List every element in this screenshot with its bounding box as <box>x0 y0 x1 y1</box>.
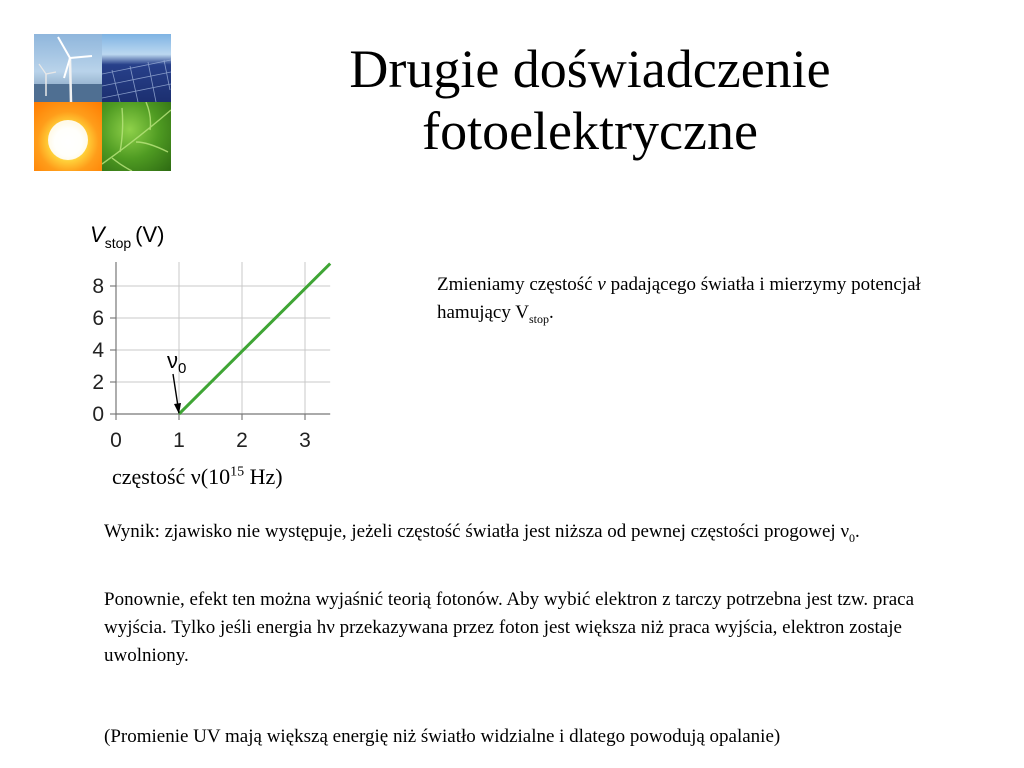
x-tick-label: 2 <box>236 429 248 452</box>
x-tick-label: 3 <box>299 429 311 452</box>
y-tick-label: 4 <box>92 339 104 362</box>
x-tick-label: 0 <box>110 429 122 452</box>
energy-logo <box>34 34 171 171</box>
title-line-1: Drugie doświadczenie <box>349 39 831 99</box>
result-paragraph <box>104 518 934 552</box>
y-label-main: V <box>90 222 105 247</box>
uv-note-paragraph: (Promienie UV mają większą energię niż światło widzialne i dlatego powodują opalanie) <box>104 726 781 747</box>
result-text: Wynik: zjawisko nie występuje, jeżeli częstość światła jest niższa od pewnej częstości progowej ν <box>104 521 850 542</box>
sun-icon <box>34 102 102 171</box>
result-subscript: 0 <box>849 530 856 545</box>
y-label-unit: (V) <box>135 222 165 247</box>
x-label-unit: Hz) <box>244 464 283 489</box>
result-end: . <box>855 521 860 542</box>
chart-x-label <box>112 464 283 490</box>
note-subscript: stop <box>529 311 550 326</box>
x-tick-label: 1 <box>173 429 185 452</box>
nu-symbol: ν <box>597 274 606 295</box>
chart-y-label <box>90 222 164 251</box>
title-line-2: fotoelektryczne <box>422 101 758 161</box>
chart-grid <box>116 262 330 414</box>
y-tick-label: 0 <box>92 403 104 426</box>
nu0-annotation <box>167 348 186 414</box>
x-label-exponent: 15 <box>230 464 245 480</box>
y-tick-label: 2 <box>92 371 104 394</box>
note-end: . <box>549 302 554 323</box>
nu0-symbol: ν <box>167 348 178 373</box>
chart-svg <box>80 212 350 467</box>
y-tick-label: 6 <box>92 307 104 330</box>
solar-panel-icon <box>102 34 171 102</box>
nu0-label <box>167 348 186 377</box>
chart-tick-labels <box>92 275 311 452</box>
x-label-main: częstość ν(10 <box>112 464 231 489</box>
explanation-paragraph: Ponownie, efekt ten można wyjaśnić teorią fotonów. Aby wybić elektron z tarczy potrzebna jest tzw. praca wyjścia. Tylko jeśli energia hν przekazywana przez foton jest większa niż praca wyjścia, elektron zostaje uwolniony. <box>104 589 915 666</box>
note-text-before: Zmieniamy częstość <box>437 274 598 295</box>
wind-turbine-icon <box>34 34 102 102</box>
nu0-subscript: 0 <box>178 360 187 377</box>
description-note <box>437 271 957 333</box>
note-text-after: padającego światła i mierzymy potencjał hamujący V <box>437 274 921 323</box>
stopping-voltage-chart <box>80 212 350 472</box>
leaf-icon <box>102 102 171 171</box>
y-label-sub: stop <box>104 235 132 251</box>
slide-title <box>240 38 940 162</box>
y-tick-label: 8 <box>92 275 104 298</box>
